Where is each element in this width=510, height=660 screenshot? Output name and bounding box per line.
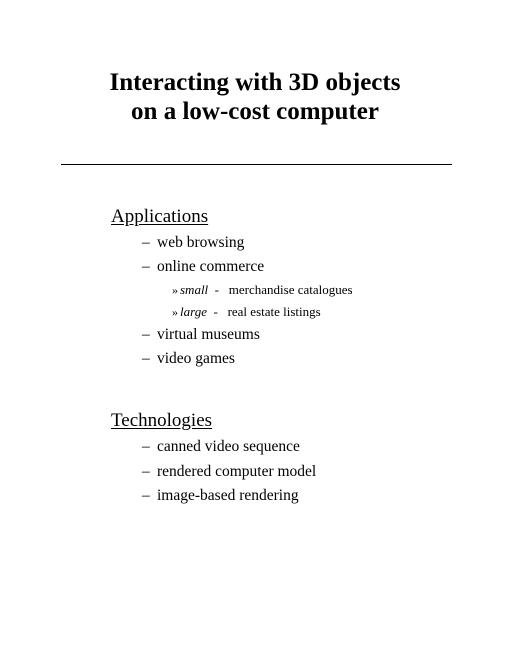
list-item bbox=[142, 463, 316, 481]
horizontal-divider bbox=[61, 164, 452, 165]
list-item bbox=[142, 438, 300, 456]
sub-item-text: real estate listings bbox=[227, 304, 321, 319]
chevron-bullet: » bbox=[172, 283, 178, 297]
list-item bbox=[142, 487, 299, 505]
sub-list-item bbox=[172, 304, 321, 320]
list-item bbox=[142, 350, 235, 368]
dash-bullet: – bbox=[142, 234, 150, 251]
item-text: canned video sequence bbox=[157, 438, 300, 455]
item-text: virtual museums bbox=[157, 326, 260, 343]
title-line-2: on a low-cost computer bbox=[131, 98, 379, 125]
sub-item-separator: - bbox=[213, 304, 218, 319]
dash-bullet: – bbox=[142, 258, 150, 275]
item-text: online commerce bbox=[157, 258, 265, 275]
title-line-1: Interacting with 3D objects bbox=[109, 69, 401, 96]
sub-item-term: small bbox=[180, 282, 209, 297]
item-text: image-based rendering bbox=[157, 487, 299, 504]
list-item bbox=[142, 234, 244, 252]
applications-heading: Applications bbox=[111, 206, 209, 227]
sub-item-term: large bbox=[180, 304, 207, 319]
dash-bullet: – bbox=[142, 326, 150, 343]
dash-bullet: – bbox=[142, 350, 150, 367]
sub-list-item bbox=[172, 282, 353, 298]
sub-item-separator: - bbox=[214, 282, 220, 297]
list-item bbox=[142, 326, 260, 344]
dash-bullet: – bbox=[142, 487, 150, 504]
item-text: web browsing bbox=[157, 234, 245, 251]
dash-bullet: – bbox=[142, 463, 150, 480]
chevron-bullet: » bbox=[172, 305, 178, 319]
item-text: rendered computer model bbox=[157, 463, 317, 480]
item-text: video games bbox=[157, 350, 235, 367]
technologies-heading: Technologies bbox=[111, 410, 213, 431]
list-item bbox=[142, 258, 264, 276]
slide-title bbox=[0, 68, 510, 126]
sub-item-text: merchandise catalogues bbox=[228, 282, 353, 297]
dash-bullet: – bbox=[142, 438, 150, 455]
